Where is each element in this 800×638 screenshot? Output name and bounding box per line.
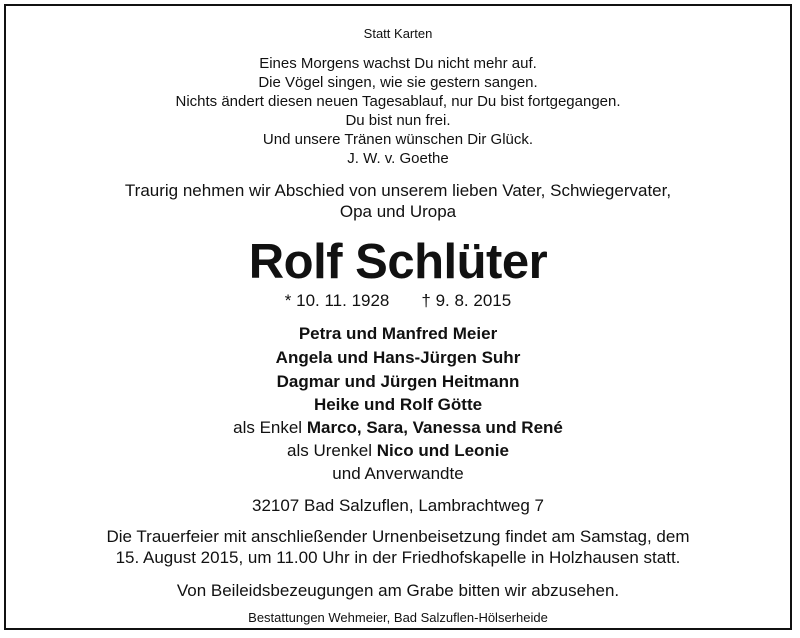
deceased-name: Rolf Schlüter — [248, 235, 548, 289]
funeral-home: Bestattungen Wehmeier, Bad Salzuflen-Hölserheide — [248, 610, 548, 625]
great-grandchildren-names: Nico und Leonie — [376, 441, 509, 460]
relatives-line: und Anverwandte — [332, 464, 464, 483]
great-grandchildren-prefix: als Urenkel — [286, 441, 373, 460]
poem-line: Nichts ändert diesen neuen Tagesablauf, nur Du bist fortgegangen. — [175, 93, 621, 110]
birth-date: * 10. 11. 1928 — [284, 291, 390, 310]
mourner-line: Petra und Manfred Meier — [298, 324, 498, 343]
mourner-line: Angela und Hans-Jürgen Suhr — [275, 348, 521, 367]
mourner-line: Dagmar und Jürgen Heitmann — [276, 372, 520, 391]
intro-line: Traurig nehmen wir Abschied von unserem lieben Vater, Schwiegervater, — [124, 181, 672, 200]
header-text: Statt Karten — [363, 26, 433, 41]
death-date: † 9. 8. 2015 — [421, 291, 512, 310]
poem-author: J. W. v. Goethe — [347, 150, 449, 167]
ceremony-line: Die Trauerfeier mit anschließender Urnenbeisetzung findet am Samstag, dem — [106, 527, 690, 546]
great-grandchildren-line — [6, 441, 790, 461]
mourner-line: Heike und Rolf Götte — [313, 395, 483, 414]
address: 32107 Bad Salzuflen, Lambrachtweg 7 — [251, 496, 545, 515]
grandchildren-line — [6, 418, 790, 438]
poem-line: Du bist nun frei. — [345, 112, 451, 129]
grandchildren-names: Marco, Sara, Vanessa und René — [306, 418, 563, 437]
ceremony-line: 15. August 2015, um 11.00 Uhr in der Friedhofskapelle in Holzhausen statt. — [115, 548, 681, 567]
intro-line: Opa und Uropa — [339, 202, 457, 221]
poem-line: Und unsere Tränen wünschen Dir Glück. — [262, 131, 534, 148]
poem-line: Eines Morgens wachst Du nicht mehr auf. — [259, 55, 537, 72]
life-dates — [6, 291, 790, 311]
poem-line: Die Vögel singen, wie sie gestern sangen. — [258, 74, 538, 91]
obituary-notice — [4, 4, 792, 630]
condolences-note: Von Beileidsbezeugungen am Grabe bitten wir abzusehen. — [176, 581, 620, 600]
grandchildren-prefix: als Enkel — [233, 418, 303, 437]
